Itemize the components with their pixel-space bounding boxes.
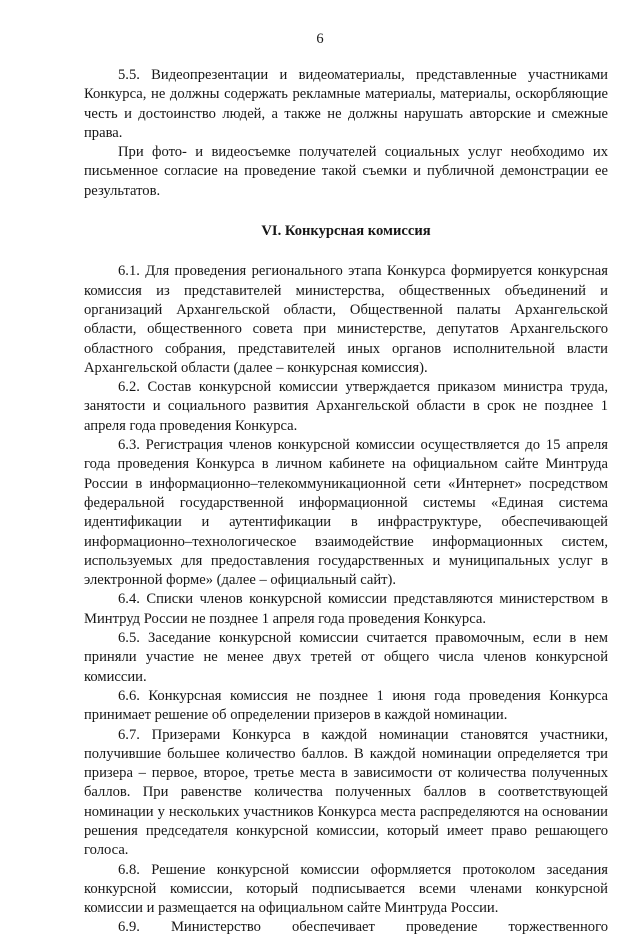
paragraph-6-8: 6.8. Решение конкурсной комиссии оформляется протоколом заседания конкурсной комиссии, который подписывается всеми членами конкурсной комиссии и размещается на официальном сайте Минтруда России. [84,861,608,917]
paragraph-6-7: 6.7. Призерами Конкурса в каждой номинации становятся участники, получившие большее количество баллов. В каждой номинации определяется три призера – первое, второе, третье места в зависимости от количества полученных баллов. При равенстве количества полученных баллов в соответствующей номинации у нескольких участников Конкурса места распределяются на основании решения председателя конкурсной комиссии, который имеет право решающего голоса. [84,726,608,859]
paragraph-6-1: 6.1. Для проведения регионального этапа Конкурса формируется конкурсная комиссия из представителей министерства, общественных объединений и организаций Архангельской области, Общественной палаты Архангельской области, общественного совета при министерстве, депутатов Архангельского областного собрания, представителей иных органов исполнительной власти Архангельской области (далее – конкурсная комиссия). [84,263,608,376]
document-body [84,66,608,938]
paragraph-6-3: 6.3. Регистрация членов конкурсной комиссии осуществляется до 15 апреля года проведения Конкурса в личном кабинете на официальном сайте Минтруда России в информационно–телекоммуникационной сети «Интернет» посредством федеральной государственной информационной системы «Единая система идентификации и аутентификации в инфраструктуре, обеспечивающей информационно–технологическое взаимодействие информационных систем, используемых для предоставления государственных и муниципальных услуг в электронной форме» (далее – официальный сайт). [84,437,608,589]
paragraph-6-6: 6.6. Конкурсная комиссия не позднее 1 июня года проведения Конкурса принимает решение об определении призеров в каждой номинации. [84,687,608,724]
paragraph-5-5: 5.5. Видеопрезентации и видеоматериалы, представленные участниками Конкурса, не должны содержать рекламные материалы, материалы, оскорбляющие честь и достоинство людей, а также не должны нарушать авторские и смежные права. [84,67,608,141]
paragraph-photo-consent: При фото- и видеосъемке получателей социальных услуг необходимо их письменное согласие на проведение такой съемки и публичной демонстрации ее результатов. [84,144,608,199]
section-heading: VI. Конкурсная комиссия [261,223,431,240]
paragraph-6-9: 6.9. Министерство обеспечивает проведение торжественного [118,919,608,936]
page-number: 6 [316,31,324,47]
paragraph-6-4: 6.4. Списки членов конкурсной комиссии представляются министерством в Минтруд России не позднее 1 апреля года проведения Конкурса. [84,591,608,627]
paragraph-6-5: 6.5. Заседание конкурсной комиссии считается правомочным, если в нем приняли участие не менее двух третей от общего числа членов конкурсной комиссии. [84,630,608,685]
paragraph-6-2: 6.2. Состав конкурсной комиссии утверждается приказом министра труда, занятости и социального развития Архангельской области в срок не позднее 1 апреля года проведения Конкурса. [84,379,608,434]
